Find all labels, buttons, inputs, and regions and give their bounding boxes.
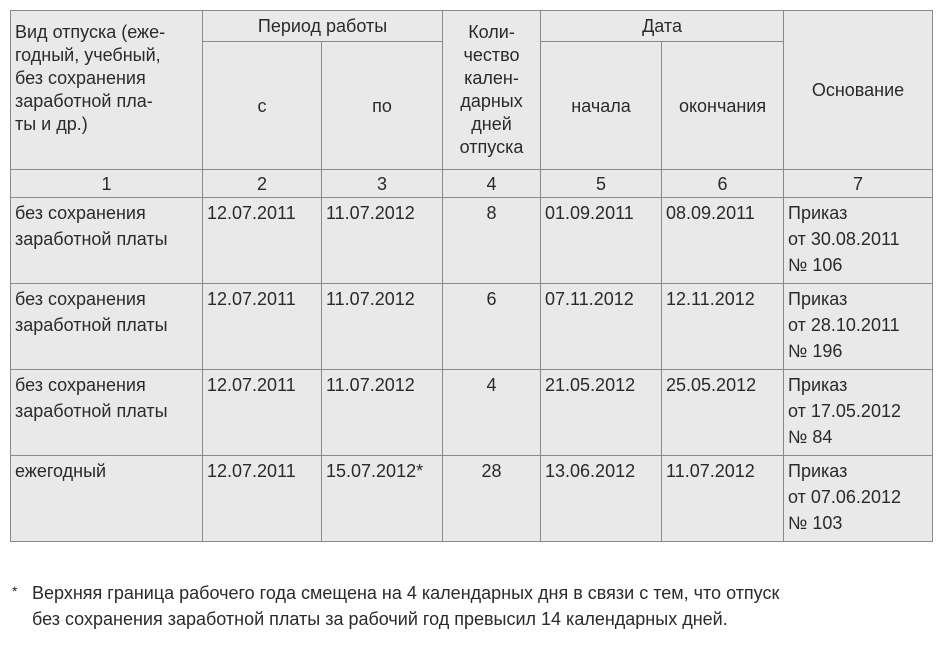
basis-line: от 07.06.2012 bbox=[788, 487, 901, 507]
header-date-end: окончания bbox=[662, 42, 784, 170]
leave-table bbox=[10, 10, 933, 542]
period-from-cell: 12.07.2011 bbox=[203, 456, 322, 542]
start-date-cell: 13.06.2012 bbox=[541, 456, 662, 542]
header-period-from: с bbox=[203, 42, 322, 170]
column-number: 7 bbox=[784, 170, 933, 198]
period-from-cell: 12.07.2011 bbox=[203, 284, 322, 370]
footnote-line: Верхняя граница рабочего года смещена на 4 календарных дня в связи с тем, что отпуск bbox=[32, 583, 780, 603]
leave-kind-cell bbox=[11, 370, 203, 456]
header-basis: Основание bbox=[784, 11, 933, 170]
basis-line: № 84 bbox=[788, 427, 833, 447]
leave-table-panel bbox=[10, 10, 932, 542]
column-number: 3 bbox=[322, 170, 443, 198]
basis-cell bbox=[784, 370, 933, 456]
table-row bbox=[11, 456, 933, 542]
column-number: 1 bbox=[11, 170, 203, 198]
basis-line: Приказ bbox=[788, 375, 848, 395]
leave-kind-line: заработной платы bbox=[15, 229, 168, 249]
column-number: 4 bbox=[443, 170, 541, 198]
header-days-line: чество bbox=[463, 45, 520, 65]
header-days-line: дарных bbox=[460, 91, 523, 111]
basis-line: от 28.10.2011 bbox=[788, 315, 900, 335]
leave-kind-line: заработной платы bbox=[15, 315, 168, 335]
column-number: 2 bbox=[203, 170, 322, 198]
header-period-to: по bbox=[322, 42, 443, 170]
basis-line: № 106 bbox=[788, 255, 843, 275]
period-to-cell: 11.07.2012 bbox=[322, 370, 443, 456]
header-work-period: Период работы bbox=[203, 11, 443, 42]
header-date: Дата bbox=[541, 11, 784, 42]
start-date-cell: 21.05.2012 bbox=[541, 370, 662, 456]
header-date-start: начала bbox=[541, 42, 662, 170]
leave-kind-line: без сохранения bbox=[15, 289, 146, 309]
header-leave-kind-line: Вид отпуска (еже- bbox=[15, 22, 166, 42]
basis-line: Приказ bbox=[788, 461, 848, 481]
days-cell: 28 bbox=[443, 456, 541, 542]
header-leave-kind-line: годный, учебный, bbox=[15, 45, 161, 65]
leave-kind-cell bbox=[11, 456, 203, 542]
leave-kind-line: без сохранения bbox=[15, 375, 146, 395]
period-to-cell: 11.07.2012 bbox=[322, 198, 443, 284]
basis-line: № 196 bbox=[788, 341, 843, 361]
start-date-cell: 07.11.2012 bbox=[541, 284, 662, 370]
footnote bbox=[12, 580, 922, 632]
footnote-line: без сохранения заработной платы за рабочий год превысил 14 календарных дней. bbox=[32, 609, 728, 629]
basis-line: от 17.05.2012 bbox=[788, 401, 901, 421]
header-days-count bbox=[443, 11, 541, 170]
column-number: 5 bbox=[541, 170, 662, 198]
header-days-line: отпуска bbox=[459, 137, 524, 157]
column-number: 6 bbox=[662, 170, 784, 198]
leave-kind-line: ежегодный bbox=[15, 461, 107, 481]
table-row bbox=[11, 370, 933, 456]
days-cell: 8 bbox=[443, 198, 541, 284]
days-cell: 6 bbox=[443, 284, 541, 370]
basis-line: Приказ bbox=[788, 289, 848, 309]
basis-cell bbox=[784, 456, 933, 542]
basis-line: № 103 bbox=[788, 513, 843, 533]
period-to-cell: 15.07.2012* bbox=[322, 456, 443, 542]
leave-kind-cell bbox=[11, 284, 203, 370]
header-days-line: Коли- bbox=[468, 22, 515, 42]
header-days-line: дней bbox=[471, 114, 512, 134]
period-from-cell: 12.07.2011 bbox=[203, 198, 322, 284]
period-to-cell: 11.07.2012 bbox=[322, 284, 443, 370]
column-number-row bbox=[11, 170, 933, 198]
header-leave-kind-line: без сохранения bbox=[15, 68, 146, 88]
end-date-cell: 12.11.2012 bbox=[662, 284, 784, 370]
leave-kind-line: заработной платы bbox=[15, 401, 168, 421]
end-date-cell: 11.07.2012 bbox=[662, 456, 784, 542]
start-date-cell: 01.09.2011 bbox=[541, 198, 662, 284]
header-row-top bbox=[11, 11, 933, 42]
footnote-mark: * bbox=[12, 583, 18, 599]
table-row bbox=[11, 198, 933, 284]
days-cell: 4 bbox=[443, 370, 541, 456]
end-date-cell: 08.09.2011 bbox=[662, 198, 784, 284]
header-days-line: кален- bbox=[464, 68, 519, 88]
table-row bbox=[11, 284, 933, 370]
end-date-cell: 25.05.2012 bbox=[662, 370, 784, 456]
period-from-cell: 12.07.2011 bbox=[203, 370, 322, 456]
basis-line: от 30.08.2011 bbox=[788, 229, 900, 249]
leave-kind-line: без сохранения bbox=[15, 203, 146, 223]
header-leave-kind-line: заработной пла- bbox=[15, 91, 153, 111]
basis-cell bbox=[784, 284, 933, 370]
basis-cell bbox=[784, 198, 933, 284]
header-leave-kind bbox=[11, 11, 203, 170]
leave-kind-cell bbox=[11, 198, 203, 284]
header-leave-kind-line: ты и др.) bbox=[15, 114, 88, 134]
basis-line: Приказ bbox=[788, 203, 848, 223]
